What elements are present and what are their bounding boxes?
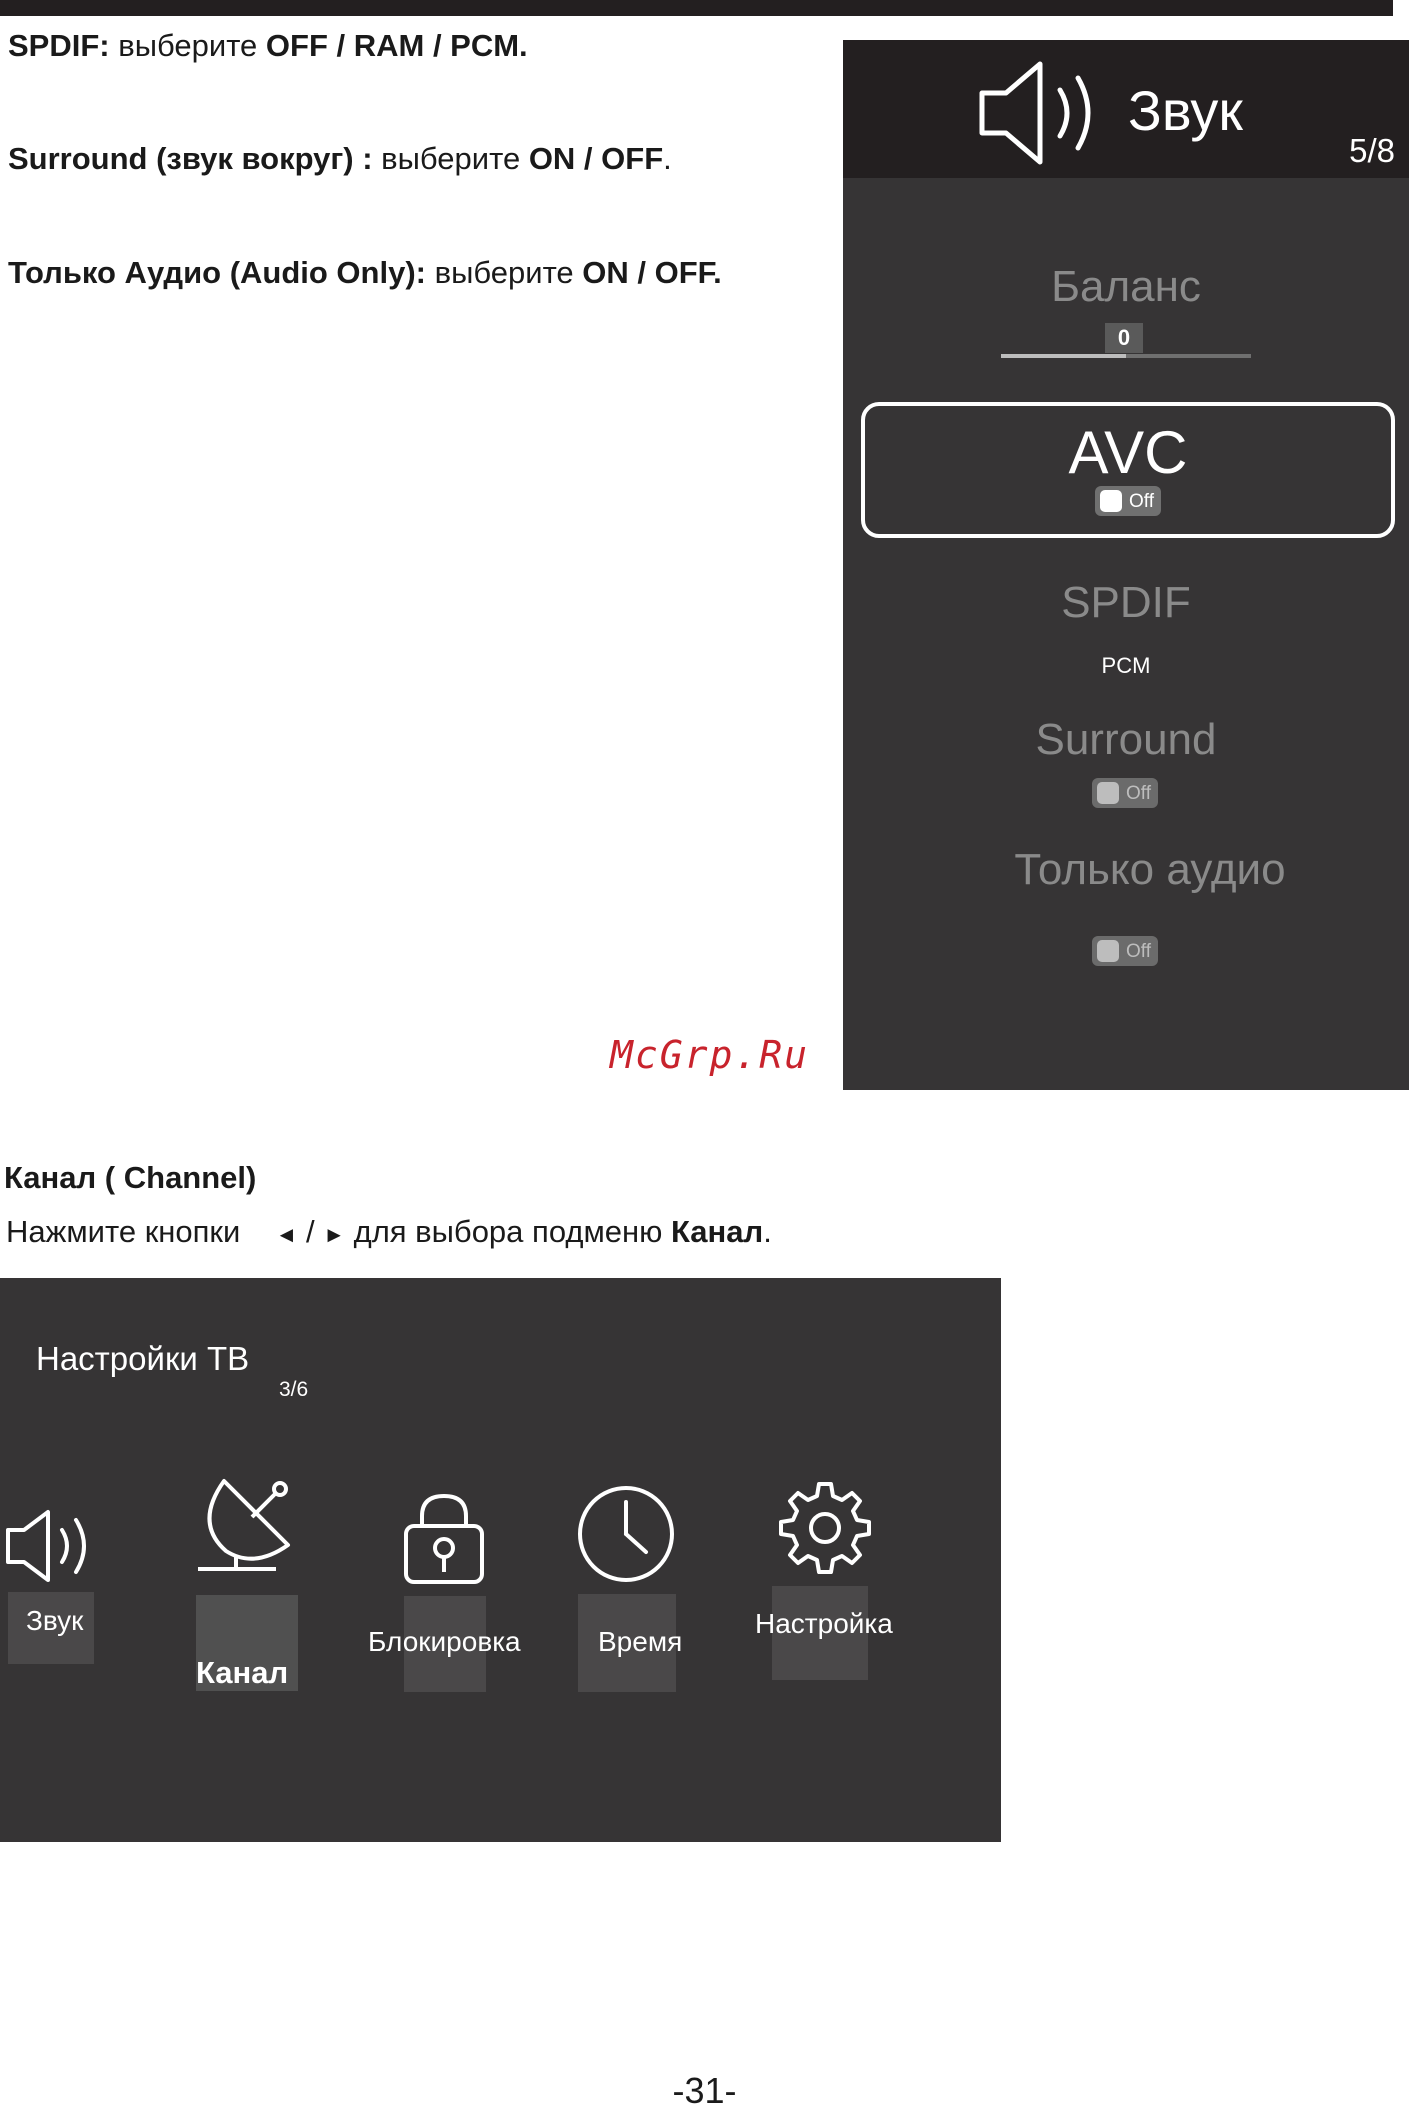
instruction-end: . — [763, 1214, 772, 1249]
surround-label: Surround — [1035, 715, 1217, 764]
sound-menu-header — [843, 40, 1409, 178]
audio-only-toggle-state: Off — [1126, 941, 1151, 962]
text-segment: . — [663, 141, 672, 176]
speaker-icon — [978, 58, 1108, 168]
instruction-pre: Нажмите кнопки — [6, 1214, 241, 1249]
audio-only-description — [8, 255, 722, 291]
avc-toggle[interactable] — [1095, 486, 1161, 516]
lock-icon — [364, 1486, 524, 1586]
instruction-post: для выбора подменю — [353, 1214, 671, 1249]
channel-instruction — [6, 1214, 772, 1250]
instruction-post-bold: Канал — [671, 1214, 764, 1249]
audio-only-toggle[interactable] — [1092, 936, 1158, 966]
text-segment: ON / OFF — [528, 141, 664, 176]
page-number: -31- — [672, 2070, 737, 2111]
gear-icon — [770, 1478, 880, 1578]
menu-item-time-label: Время — [598, 1626, 683, 1657]
avc-label: AVC — [1068, 419, 1188, 486]
text-segment: ON / OFF. — [582, 255, 722, 290]
channel-heading: Канал ( Channel) — [4, 1160, 257, 1195]
audio-only-label: Только аудио — [1014, 845, 1286, 894]
toggle-knob — [1097, 782, 1119, 804]
toggle-knob — [1100, 490, 1122, 512]
right-arrow-icon: ► — [323, 1222, 345, 1247]
clock-icon — [560, 1484, 700, 1584]
sound-menu-page-indicator: 5/8 — [1349, 132, 1395, 169]
left-arrow-icon: ◄ — [275, 1222, 298, 1247]
text-segment: выберите — [109, 28, 266, 63]
sound-menu-panel — [843, 40, 1409, 1090]
avc-toggle-state: Off — [1129, 491, 1154, 512]
avc-item[interactable] — [861, 402, 1395, 538]
tv-settings-panel — [0, 1278, 1001, 1842]
menu-item-lock[interactable] — [364, 1486, 524, 1686]
sound-menu-title: Звук — [1128, 79, 1243, 142]
text-segment: SPDIF: — [8, 28, 110, 63]
balance-label: Баланс — [1051, 262, 1201, 311]
balance-value: 0 — [1105, 323, 1143, 353]
satellite-dish-icon — [196, 1473, 306, 1573]
balance-slider-fill — [1001, 354, 1126, 358]
top-rule — [0, 0, 1393, 16]
menu-item-channel-label: Канал — [196, 1655, 289, 1690]
menu-item-channel[interactable] — [196, 1473, 306, 1693]
menu-item-sound[interactable] — [4, 1508, 94, 1638]
spdif-description — [8, 28, 528, 64]
text-segment: OFF / RAM / PCM. — [265, 28, 528, 63]
text-segment: Только Аудио (Audio Only): — [8, 255, 426, 290]
menu-item-sound-label: Звук — [26, 1605, 84, 1636]
surround-description — [8, 141, 672, 177]
menu-item-settings-label: Настройка — [755, 1608, 893, 1639]
text-segment: выберите — [426, 255, 583, 290]
balance-slider[interactable] — [1001, 354, 1251, 358]
menu-item-time[interactable] — [560, 1484, 700, 1694]
spdif-label: SPDIF — [1061, 578, 1191, 627]
text-segment: выберите — [372, 141, 529, 176]
text-segment: Surround (звук вокруг) : — [8, 141, 373, 176]
speaker-icon — [4, 1508, 94, 1584]
spdif-value[interactable]: PCM — [1101, 653, 1151, 678]
menu-item-settings[interactable] — [752, 1478, 902, 1678]
menu-item-lock-label: Блокировка — [368, 1626, 521, 1657]
tv-settings-page-indicator: 3/6 — [279, 1378, 309, 1401]
watermark: McGrp.Ru — [610, 1033, 810, 1077]
instruction-separator: / — [305, 1214, 315, 1249]
surround-toggle[interactable] — [1092, 778, 1158, 808]
toggle-knob — [1097, 940, 1119, 962]
surround-toggle-state: Off — [1126, 783, 1151, 804]
tv-settings-title: Настройки ТВ — [36, 1340, 250, 1377]
